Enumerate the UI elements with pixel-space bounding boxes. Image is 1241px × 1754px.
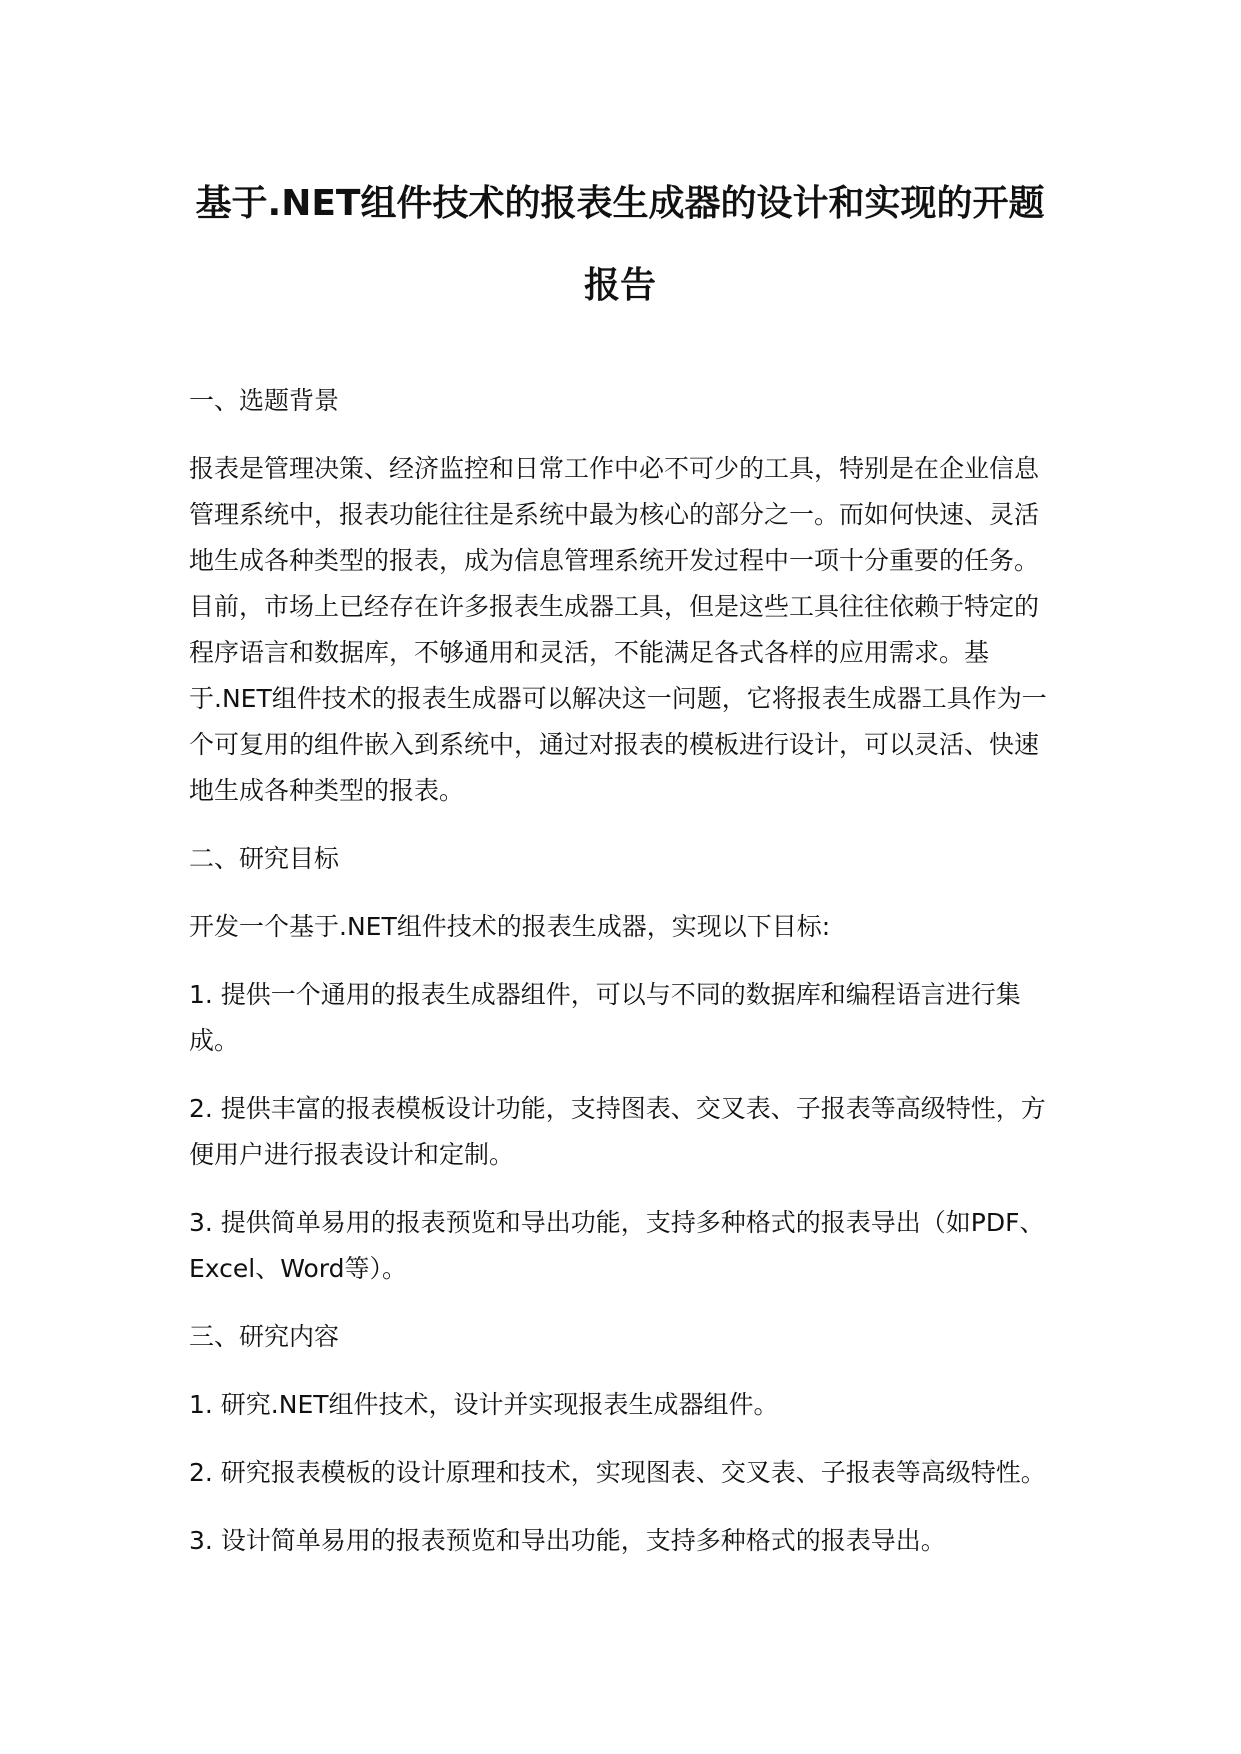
section-heading: 一、选题背景: [189, 386, 340, 415]
list-item: 3. 提供简单易用的报表预览和导出功能，支持多种格式的报表导出（如PDF、Excel、Word等）。: [189, 1208, 1045, 1283]
list-item: 1. 提供一个通用的报表生成器组件，可以与不同的数据库和编程语言进行集成。: [189, 980, 1021, 1055]
paragraph: 报表是管理决策、经济监控和日常工作中必不可少的工具，特别是在企业信息管理系统中，报表功能往往是系统中最为核心的部分之一。而如何快速、灵活地生成各种类型的报表，成为信息管理系统开发过程中一项十分重要的任务。目前，市场上已经存在许多报表生成器工具，但是这些工具往往依赖于特定的程序语言和数据库，不够通用和灵活，不能满足各式各样的应用需求。基于.NET组件技术的报表生成器可以解决这一问题，它将报表生成器工具作为一个可复用的组件嵌入到系统中，通过对报表的模板进行设计，可以灵活、快速地生成各种类型的报表。: [189, 454, 1047, 805]
document-title: 基于.NET组件技术的报表生成器的设计和实现的开题报告: [195, 183, 1045, 306]
list-item: 1. 研究.NET组件技术，设计并实现报表生成器组件。: [189, 1390, 779, 1419]
list-item: 3. 设计简单易用的报表预览和导出功能，支持多种格式的报表导出。: [189, 1526, 946, 1555]
section-heading: 二、研究目标: [189, 844, 340, 873]
section-heading: 三、研究内容: [189, 1322, 340, 1351]
document-body: [189, 378, 1049, 1586]
list-item: 2. 研究报表模板的设计原理和技术，实现图表、交叉表、子报表等高级特性。: [189, 1458, 1046, 1487]
list-item: 2. 提供丰富的报表模板设计功能，支持图表、交叉表、子报表等高级特性，方便用户进行报表设计和定制。: [189, 1094, 1046, 1169]
paragraph: 开发一个基于.NET组件技术的报表生成器，实现以下目标:: [189, 912, 831, 941]
